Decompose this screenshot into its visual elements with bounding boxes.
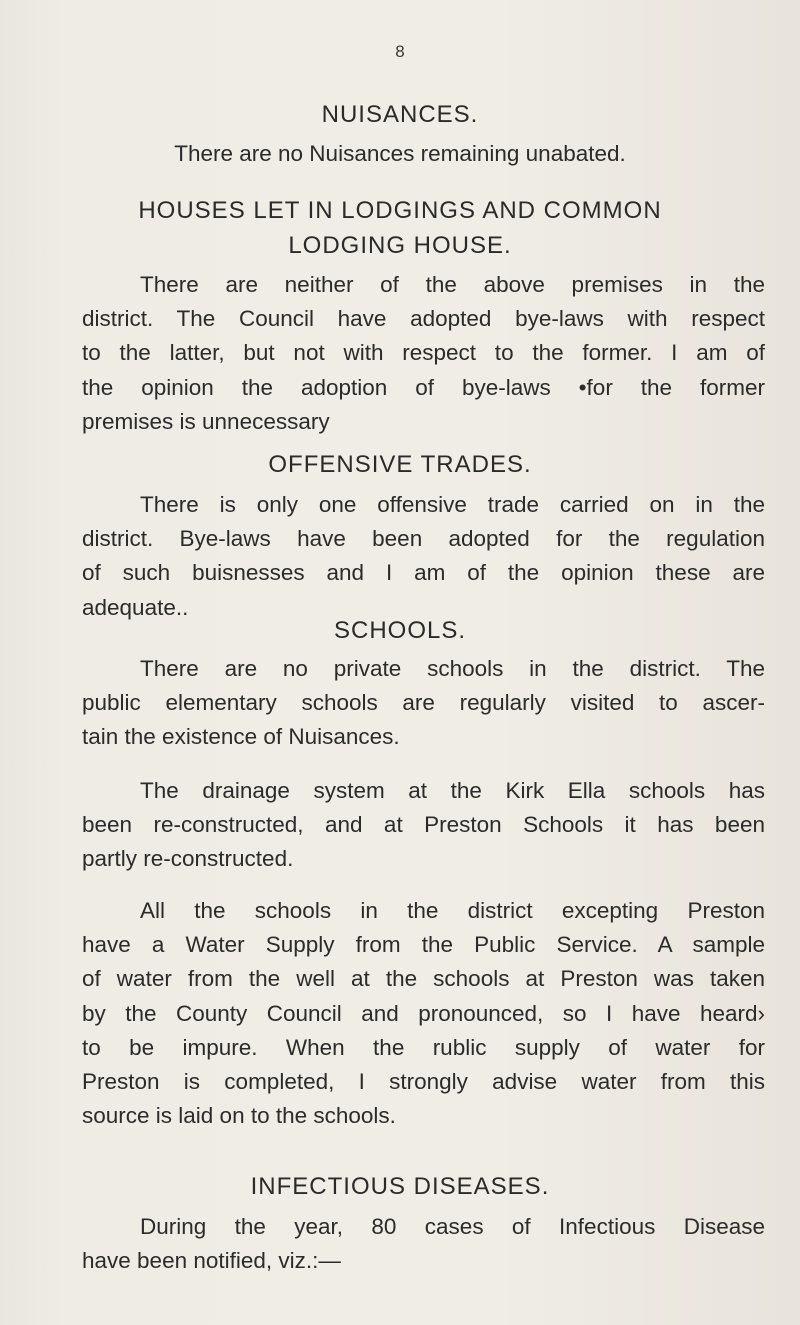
- text-line: Preston is completed, I strongly advise water from this: [82, 1069, 765, 1095]
- text-line: There is only one offensive trade carried on in the: [140, 492, 765, 517]
- schools-paragraph-1: [82, 652, 765, 755]
- text-line: tain the existence of Nuisances.: [82, 724, 400, 750]
- text-line: to the latter, but not with respect to the former. I am of: [82, 340, 765, 366]
- text-line: been re-constructed, and at Preston Schools it has been: [82, 812, 765, 838]
- text-line: adequate..: [82, 594, 189, 620]
- text-line: partly re-constructed.: [82, 846, 294, 872]
- schools-paragraph-3: [82, 894, 765, 1133]
- nuisances-text: There are no Nuisances remaining unabated.: [174, 141, 626, 166]
- text-line: of such buisnesses and I am of the opinion these are: [82, 560, 765, 586]
- text-line: public elementary schools are regularly visited to ascer-: [82, 690, 765, 716]
- text-line: During the year, 80 cases of Infectious Disease: [140, 1214, 765, 1239]
- text-line: by the County Council and pronounced, so I have heard›: [82, 1000, 765, 1026]
- text-line: premises is unnecessary: [82, 408, 330, 434]
- text-line: source is laid on to the schools.: [82, 1103, 396, 1129]
- schools-paragraph-2: [82, 774, 765, 877]
- heading-schools: SCHOOLS.: [333, 617, 467, 644]
- heading-infectious-diseases: INFECTIOUS DISEASES.: [250, 1173, 550, 1200]
- heading-offensive-trades: OFFENSIVE TRADES.: [268, 451, 532, 478]
- infectious-paragraph: [82, 1210, 765, 1278]
- offensive-trades-paragraph: [82, 488, 765, 625]
- heading-houses-line1: HOUSES LET IN LODGINGS AND COMMON: [138, 197, 662, 224]
- heading-houses-line2: LODGING HOUSE.: [288, 232, 512, 259]
- text-line: There are no private schools in the district. The: [140, 656, 765, 681]
- houses-paragraph: [82, 268, 765, 439]
- page-number: 8: [395, 42, 405, 61]
- text-line: The drainage system at the Kirk Ella schools has: [140, 778, 765, 803]
- text-line: to be impure. When the rublic supply of water for: [82, 1034, 765, 1060]
- heading-nuisances: NUISANCES.: [321, 101, 479, 128]
- text-line: have been notified, viz.:—: [82, 1248, 341, 1274]
- text-line: of water from the well at the schools at Preston was taken: [82, 966, 765, 992]
- text-line: have a Water Supply from the Public Service. A sample: [82, 932, 765, 958]
- text-line: the opinion the adoption of bye-laws •for the former: [82, 374, 765, 400]
- text-line: All the schools in the district excepting Preston: [140, 898, 765, 923]
- text-line: There are neither of the above premises in the: [140, 272, 765, 297]
- text-line: district. Bye-laws have been adopted for the regulation: [82, 526, 765, 552]
- text-line: district. The Council have adopted bye-laws with respect: [82, 306, 765, 332]
